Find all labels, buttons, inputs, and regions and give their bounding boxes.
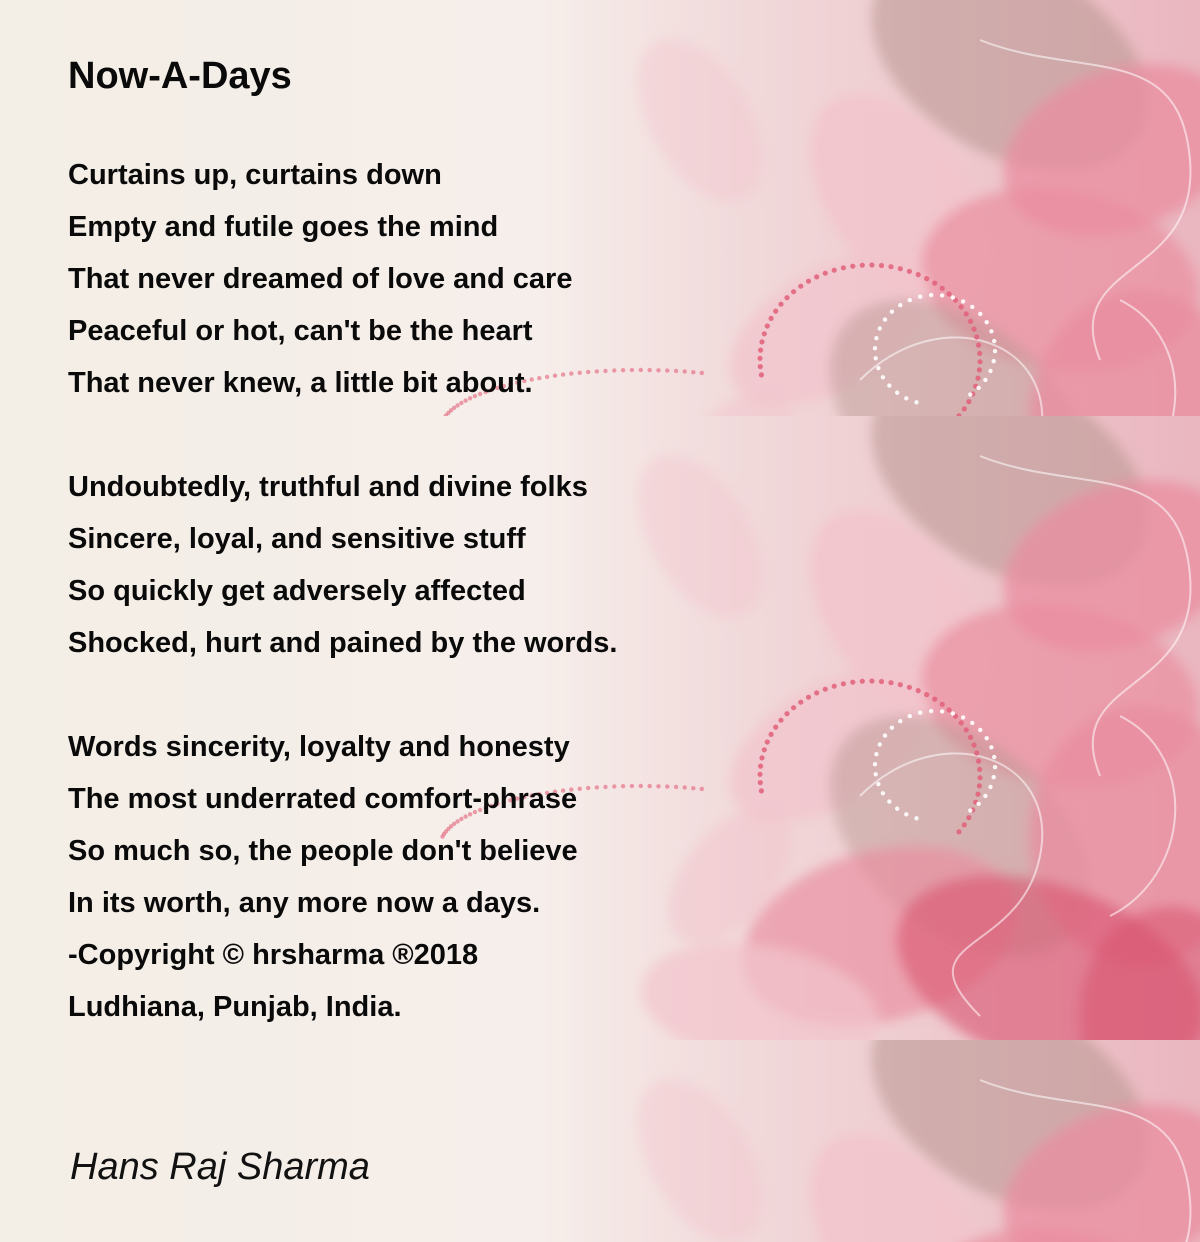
- poem-line: Sincere, loyal, and sensitive stuff: [68, 523, 526, 555]
- poem-line: So quickly get adversely affected: [68, 575, 526, 607]
- poem-line: Empty and futile goes the mind: [68, 211, 499, 243]
- location-line: Ludhiana, Punjab, India.: [68, 991, 402, 1023]
- poem-line: The most underrated comfort-phrase: [68, 783, 578, 815]
- poem-line: In its worth, any more now a days.: [68, 887, 541, 919]
- poem-line: So much so, the people don't believe: [68, 835, 578, 867]
- poem-line: Peaceful or hot, can't be the heart: [68, 315, 533, 347]
- poem-line: Words sincerity, loyalty and honesty: [68, 731, 570, 763]
- poem-line: Undoubtedly, truthful and divine folks: [68, 471, 588, 503]
- poem-body: [68, 149, 617, 1033]
- poem-title: Now-A-Days: [68, 55, 292, 97]
- poem-line: That never dreamed of love and care: [68, 263, 573, 295]
- copyright-line: -Copyright © hrsharma ®2018: [68, 939, 479, 971]
- poem-line: Shocked, hurt and pained by the words.: [68, 627, 618, 659]
- stanza-break: [68, 409, 617, 461]
- poem-line: That never knew, a little bit about.: [68, 367, 533, 399]
- stanza-break: [68, 669, 617, 721]
- poem-line: Curtains up, curtains down: [68, 159, 442, 191]
- poem-author: Hans Raj Sharma: [70, 1146, 370, 1188]
